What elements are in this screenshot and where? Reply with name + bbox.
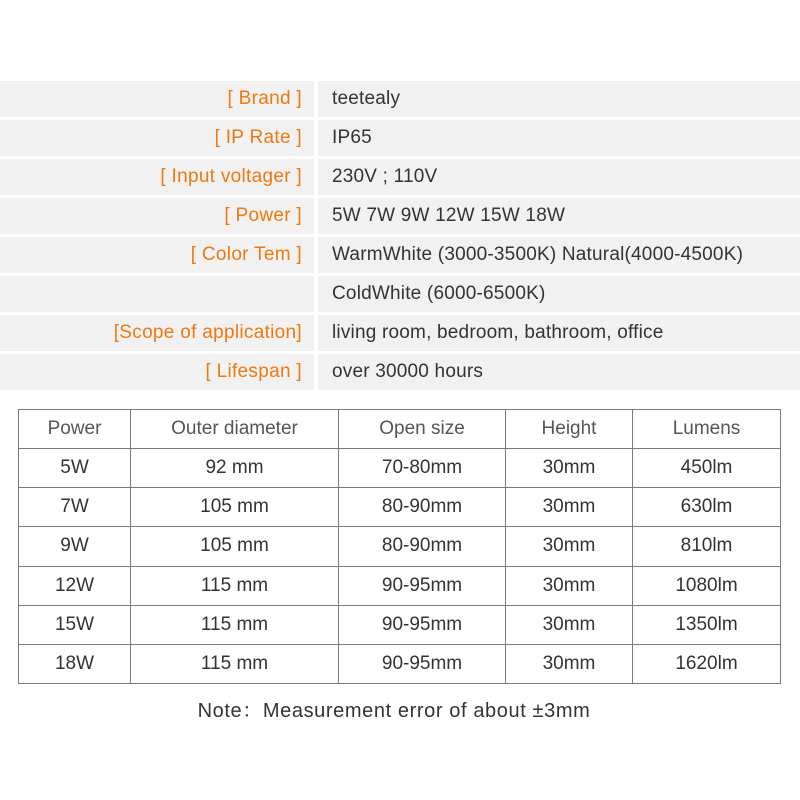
spec-value: over 30000 hours (318, 354, 800, 390)
table-cell: 9W (19, 527, 131, 566)
table-cell: 30mm (506, 644, 633, 683)
table-cell: 115 mm (131, 605, 339, 644)
table-cell: 80-90mm (339, 527, 506, 566)
spec-row-input-voltage (0, 159, 800, 195)
table-cell: 115 mm (131, 566, 339, 605)
spec-label (0, 276, 314, 312)
table-row (19, 488, 781, 527)
table-cell: 5W (19, 449, 131, 488)
table-cell: 115 mm (131, 644, 339, 683)
header-cell: Lumens (633, 410, 781, 449)
table-cell: 1080lm (633, 566, 781, 605)
spec-label: [ Brand ] (0, 81, 314, 117)
table-cell: 7W (19, 488, 131, 527)
size-table-header (19, 410, 781, 449)
table-cell: 92 mm (131, 449, 339, 488)
measurement-note: Note：Measurement error of about ±3mm (197, 700, 591, 722)
spec-value: 230V ; 110V (318, 159, 800, 195)
spec-value: living room, bedroom, bathroom, office (318, 315, 800, 351)
size-table (18, 409, 781, 684)
header-cell: Outer diameter (131, 410, 339, 449)
spec-label: [ Lifespan ] (0, 354, 314, 390)
spec-label: [ IP Rate ] (0, 120, 314, 156)
table-cell: 1350lm (633, 605, 781, 644)
header-cell: Height (506, 410, 633, 449)
table-cell: 80-90mm (339, 488, 506, 527)
table-cell: 450lm (633, 449, 781, 488)
table-cell: 30mm (506, 566, 633, 605)
table-cell: 18W (19, 644, 131, 683)
spec-label: [ Power ] (0, 198, 314, 234)
spec-row-color-temp (0, 237, 800, 273)
table-cell: 105 mm (131, 527, 339, 566)
table-cell: 105 mm (131, 488, 339, 527)
table-row (19, 605, 781, 644)
spec-value: IP65 (318, 120, 800, 156)
table-cell: 630lm (633, 488, 781, 527)
spec-row-lifespan (0, 354, 800, 390)
table-cell: 810lm (633, 527, 781, 566)
table-cell: 70-80mm (339, 449, 506, 488)
spec-value: teetealy (318, 81, 800, 117)
spec-row-power (0, 198, 800, 234)
table-cell: 1620lm (633, 644, 781, 683)
spec-label: [ Color Tem ] (0, 237, 314, 273)
header-cell: Open size (339, 410, 506, 449)
spec-row-brand (0, 81, 800, 117)
table-row (19, 527, 781, 566)
spec-row-scope (0, 315, 800, 351)
spec-row-ip-rate (0, 120, 800, 156)
table-row (19, 566, 781, 605)
table-row (19, 644, 781, 683)
table-cell: 30mm (506, 449, 633, 488)
table-cell: 90-95mm (339, 605, 506, 644)
table-cell: 30mm (506, 527, 633, 566)
spec-value: ColdWhite (6000-6500K) (318, 276, 800, 312)
spec-label: [Scope of application] (0, 315, 314, 351)
table-cell: 30mm (506, 488, 633, 527)
spec-table (0, 78, 800, 393)
table-row (19, 449, 781, 488)
spec-row-color-temp-cont (0, 276, 800, 312)
table-cell: 30mm (506, 605, 633, 644)
spec-value: WarmWhite (3000-3500K) Natural(4000-4500K) (318, 237, 800, 273)
table-cell: 15W (19, 605, 131, 644)
table-cell: 90-95mm (339, 566, 506, 605)
table-cell: 90-95mm (339, 644, 506, 683)
spec-label: [ Input voltager ] (0, 159, 314, 195)
table-cell: 12W (19, 566, 131, 605)
header-cell: Power (19, 410, 131, 449)
spec-value: 5W 7W 9W 12W 15W 18W (318, 198, 800, 234)
